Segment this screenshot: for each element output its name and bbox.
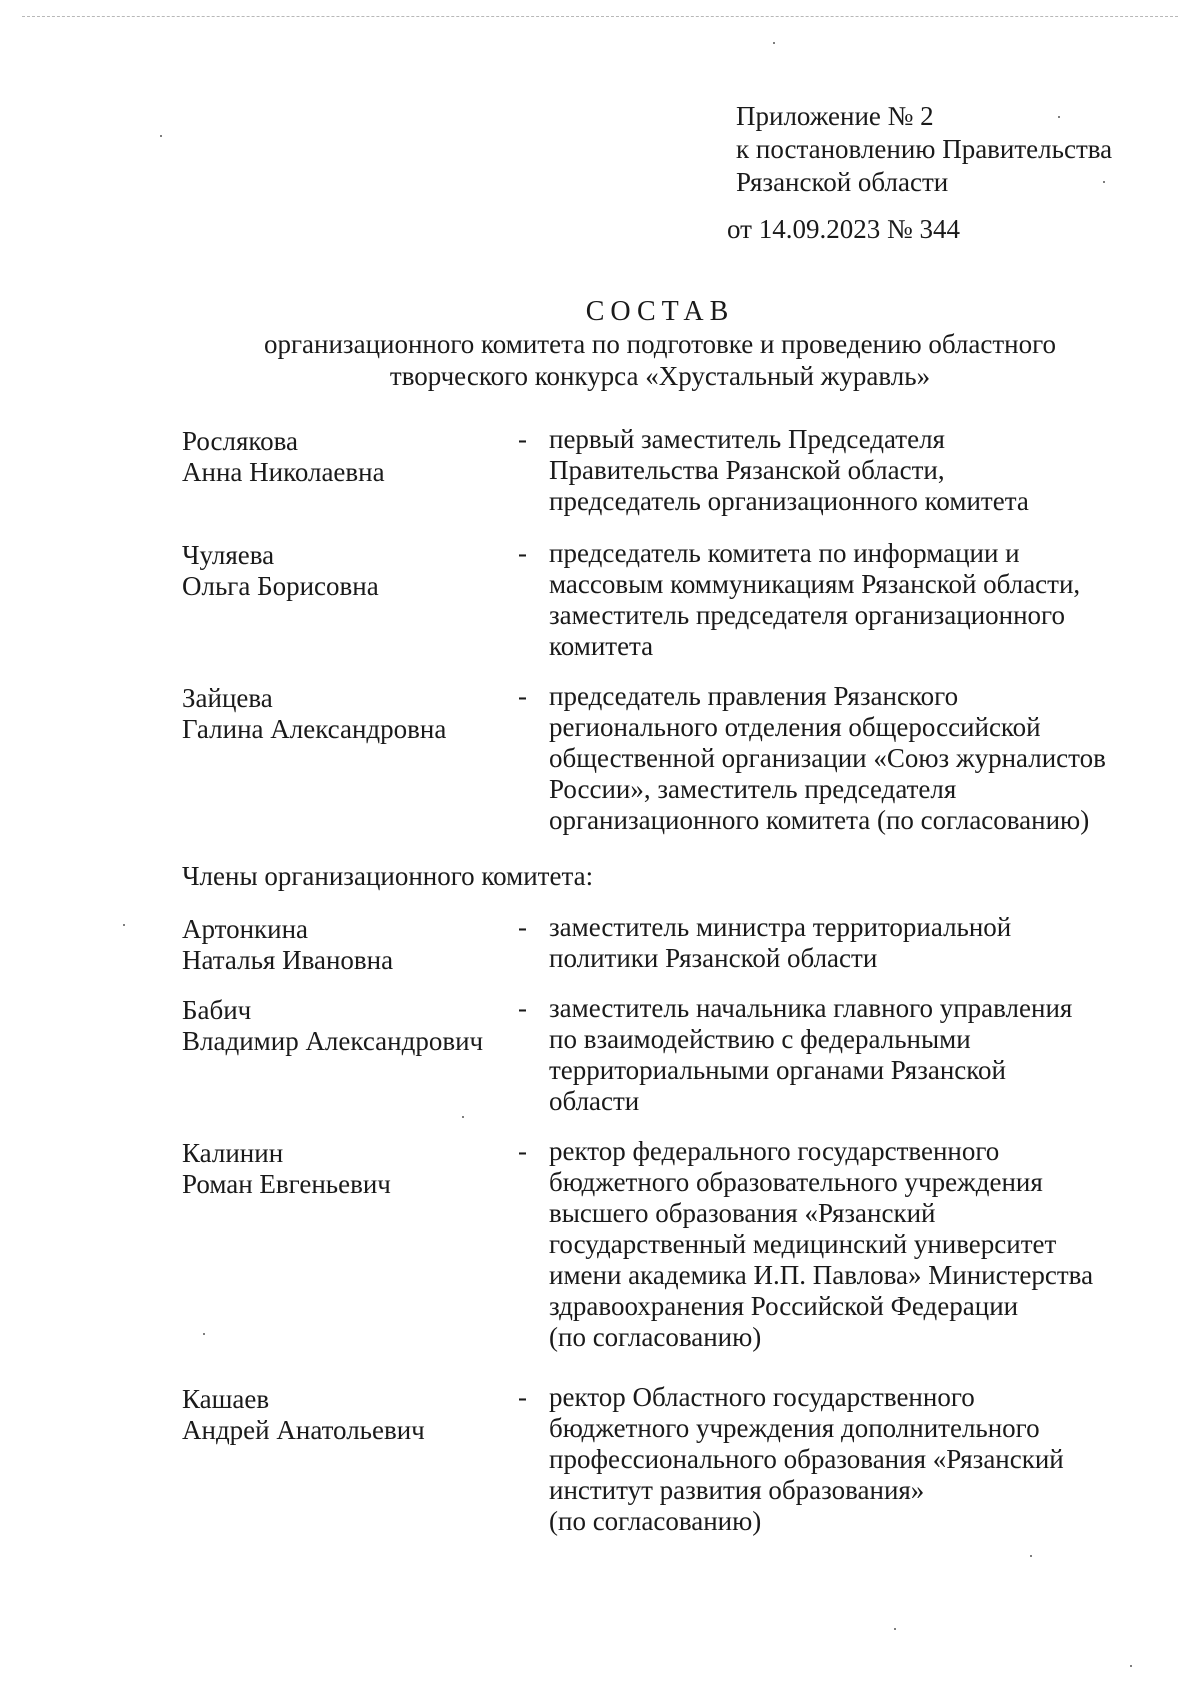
role-line: России», заместитель председателя [549,774,957,804]
role-line: заместитель начальника главного управления [549,993,1073,1023]
scan-top-edge [22,16,1178,17]
role-line: профессионального образования «Рязанский [549,1444,1064,1474]
role-line: ректор Областного государственного [549,1382,975,1412]
entry-dash: - [518,993,527,1023]
role-line: первый заместитель Председателя [549,424,945,454]
subtitle-line: творческого конкурса «Хрустальный журавль» [389,361,931,391]
appendix-number: Приложение № 2 [736,101,934,131]
person-surname: Чуляева [182,540,275,570]
role-line: здравоохранения Российской Федерации [549,1291,1019,1321]
person-name [182,1138,512,1200]
person-name [182,683,512,745]
scan-speck [160,135,162,137]
person-given-names: Андрей Анатольевич [182,1415,425,1445]
role-line: (по согласованию) [549,1506,762,1536]
person-surname: Бабич [182,995,252,1025]
person-surname: Зайцева [182,683,273,713]
role-line: имени академика И.П. Павлова» Министерства [549,1260,1094,1290]
role-line: Правительства Рязанской области, [549,455,945,485]
scan-speck [1030,1555,1032,1557]
person-role [549,538,1149,662]
person-given-names: Наталья Ивановна [182,945,394,975]
scan-speck [894,1628,896,1630]
subtitle-line: организационного комитета по подготовке и проведению областного [263,329,1057,359]
person-surname: Кашаев [182,1384,270,1414]
scan-speck [123,924,125,926]
role-line: регионального отделения общероссийской [549,712,1041,742]
role-line: бюджетного образовательного учреждения [549,1167,1043,1197]
person-surname: Артонкина [182,914,309,944]
role-line: территориальными органами Рязанской [549,1055,1006,1085]
role-line: государственный медицинский университет [549,1229,1057,1259]
person-name [182,540,512,602]
role-line: институт развития образования» [549,1475,925,1505]
person-role [549,1136,1149,1353]
person-name [182,426,512,488]
entry-dash: - [518,681,527,711]
role-line: (по согласованию) [549,1322,762,1352]
role-line: бюджетного учреждения дополнительного [549,1413,1040,1443]
role-line: организационного комитета (по согласованию) [549,805,1090,835]
person-given-names: Владимир Александрович [182,1026,484,1056]
person-role [549,912,1149,974]
role-line: массовым коммуникациям Рязанской области, [549,569,1081,599]
scan-speck [1130,1665,1132,1667]
scan-speck [1103,181,1105,183]
decree-date-number: от 14.09.2023 № 344 [727,214,960,244]
person-name [182,995,512,1057]
person-surname: Калинин [182,1138,284,1168]
person-given-names: Галина Александровна [182,714,447,744]
scan-speck [773,42,775,44]
members-heading: Члены организационного комитета: [182,861,594,891]
role-line: политики Рязанской области [549,943,878,973]
person-given-names: Роман Евгеньевич [182,1169,391,1199]
person-role [549,1382,1149,1537]
document-subtitle [0,328,1200,392]
person-given-names: Ольга Борисовна [182,571,379,601]
role-line: по взаимодействию с федеральными [549,1024,971,1054]
person-role [549,993,1149,1117]
appendix-block [727,100,1113,244]
person-name [182,1384,512,1446]
scan-speck [1058,116,1060,118]
person-given-names: Анна Николаевна [182,457,385,487]
entry-dash: - [518,1382,527,1412]
role-line: высшего образования «Рязанский [549,1198,936,1228]
person-surname: Рослякова [182,426,299,456]
role-line: общественной организации «Союз журналистов [549,743,1106,773]
role-line: заместитель председателя организационного [549,600,1065,630]
role-line: председатель комитета по информации и [549,538,1020,568]
role-line: заместитель министра территориальной [549,912,1012,942]
scan-speck [462,1116,464,1118]
entry-dash: - [518,424,527,454]
document-title: СОСТАВ [585,296,735,327]
role-line: области [549,1086,640,1116]
person-name [182,914,512,976]
entry-dash: - [518,538,527,568]
role-line: комитета [549,631,654,661]
entry-dash: - [518,1136,527,1166]
scan-speck [203,1333,205,1335]
person-role [549,681,1149,836]
role-line: ректор федерального государственного [549,1136,1000,1166]
entry-dash: - [518,912,527,942]
appendix-region: Рязанской области [736,167,949,197]
person-role [549,424,1149,517]
appendix-reference: к постановлению Правительства [736,134,1113,164]
role-line: председатель организационного комитета [549,486,1029,516]
role-line: председатель правления Рязанского [549,681,959,711]
